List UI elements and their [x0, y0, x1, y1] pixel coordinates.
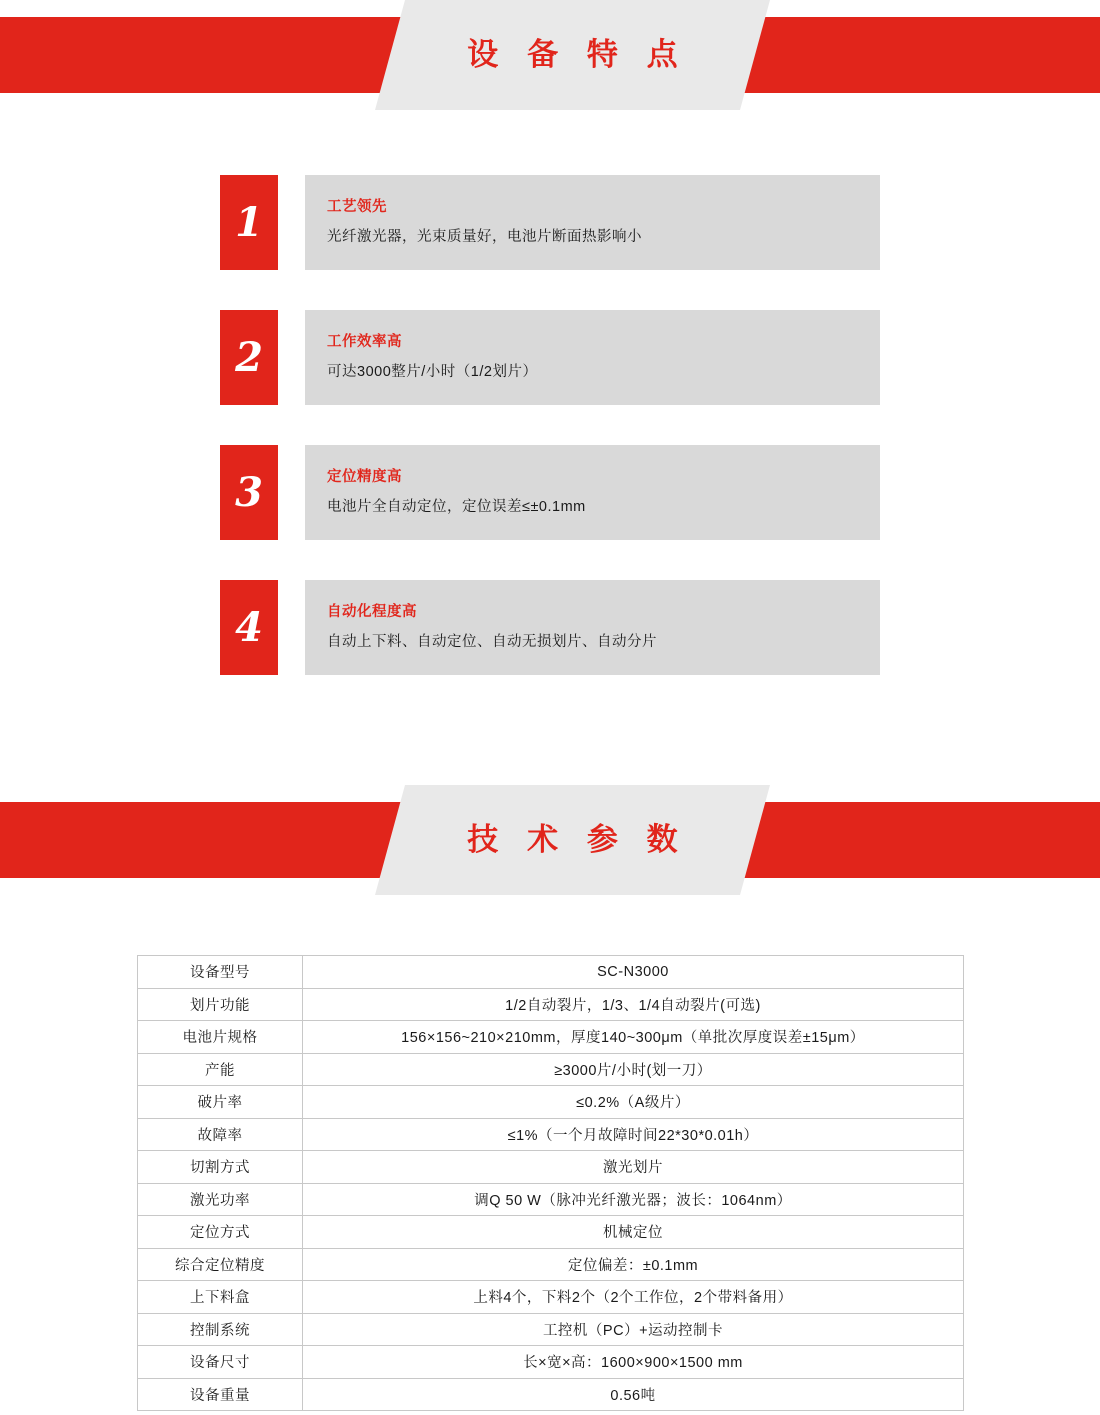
table-row [138, 1378, 964, 1411]
table-row [138, 1313, 964, 1346]
spec-label: 设备重量 [138, 1378, 303, 1411]
spec-label: 定位方式 [138, 1216, 303, 1249]
feature-title: 工艺领先 [327, 199, 387, 215]
table-row [138, 1216, 964, 1249]
spec-label: 设备型号 [138, 956, 303, 989]
spec-value: 1/2自动裂片，1/3、1/4自动裂片(可选) [303, 988, 964, 1021]
table-row [138, 1248, 964, 1281]
table-row [138, 1053, 964, 1086]
spec-value: SC-N3000 [303, 956, 964, 989]
table-row [138, 988, 964, 1021]
spec-value: 机械定位 [303, 1216, 964, 1249]
spec-label: 上下料盒 [138, 1281, 303, 1314]
features-section-banner [0, 0, 1100, 110]
spec-label: 划片功能 [138, 988, 303, 1021]
feature-item [0, 310, 1100, 405]
table-row [138, 1281, 964, 1314]
spec-value: 156×156~210×210mm，厚度140~300μm（单批次厚度误差±15μm） [303, 1021, 964, 1054]
spec-label: 设备尺寸 [138, 1346, 303, 1379]
feature-description: 电池片全自动定位，定位误差≤±0.1mm [327, 499, 586, 515]
feature-content [305, 175, 880, 270]
specs-section-banner [0, 785, 1100, 895]
table-row [138, 956, 964, 989]
feature-item [0, 175, 1100, 270]
spec-value: 工控机（PC）+运动控制卡 [303, 1313, 964, 1346]
feature-description: 可达3000整片/小时（1/2划片） [327, 364, 538, 380]
feature-content [305, 445, 880, 540]
table-row [138, 1021, 964, 1054]
spec-label: 电池片规格 [138, 1021, 303, 1054]
spec-value: 调Q 50 W（脉冲光纤激光器；波长：1064nm） [303, 1183, 964, 1216]
feature-item [0, 445, 1100, 540]
spec-label: 综合定位精度 [138, 1248, 303, 1281]
spec-value: ≥3000片/小时(划一刀） [303, 1053, 964, 1086]
table-row [138, 1086, 964, 1119]
spec-label: 产能 [138, 1053, 303, 1086]
feature-title: 自动化程度高 [327, 604, 417, 620]
spec-table-container [137, 955, 964, 1411]
feature-number-badge: 2 [220, 310, 278, 405]
spec-label: 控制系统 [138, 1313, 303, 1346]
feature-item [0, 580, 1100, 675]
feature-title: 工作效率高 [327, 334, 402, 350]
table-row [138, 1346, 964, 1379]
feature-description: 自动上下料、自动定位、自动无损划片、自动分片 [327, 634, 657, 650]
feature-title: 定位精度高 [327, 469, 402, 485]
table-row [138, 1151, 964, 1184]
table-row [138, 1118, 964, 1151]
features-banner-title: 设 备 特 点 [467, 37, 687, 73]
feature-description: 光纤激光器，光束质量好，电池片断面热影响小 [327, 229, 642, 245]
feature-content [305, 310, 880, 405]
spec-label: 故障率 [138, 1118, 303, 1151]
spec-value: 定位偏差：±0.1mm [303, 1248, 964, 1281]
spec-value: 长×宽×高：1600×900×1500 mm [303, 1346, 964, 1379]
feature-number-badge: 4 [220, 580, 278, 675]
spec-value: ≤0.2%（A级片） [303, 1086, 964, 1119]
spec-value: 0.56吨 [303, 1378, 964, 1411]
spec-table [137, 955, 964, 1411]
spec-value: 上料4个，下料2个（2个工作位，2个带料备用） [303, 1281, 964, 1314]
spec-label: 激光功率 [138, 1183, 303, 1216]
feature-number-badge: 1 [220, 175, 278, 270]
features-list [0, 175, 1100, 715]
feature-number-badge: 3 [220, 445, 278, 540]
spec-value: 激光划片 [303, 1151, 964, 1184]
spec-label: 切割方式 [138, 1151, 303, 1184]
feature-content [305, 580, 880, 675]
spec-value: ≤1%（一个月故障时间22*30*0.01h） [303, 1118, 964, 1151]
specs-banner-title: 技 术 参 数 [467, 822, 687, 858]
table-row [138, 1183, 964, 1216]
spec-label: 破片率 [138, 1086, 303, 1119]
